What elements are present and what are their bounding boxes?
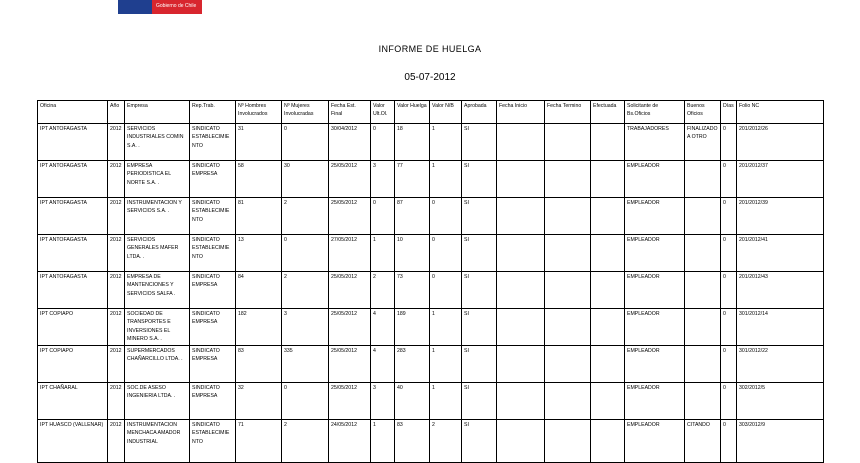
cell-solicitante: TRABAJADORES [625, 124, 685, 161]
cell-solicitante: EMPLEADOR [625, 383, 685, 420]
cell-oficina: IPT ANTOFAGASTA [38, 124, 108, 161]
column-header-n-hombres: Nº Hombres Involucrados [236, 101, 282, 124]
cell-efectuada [591, 161, 625, 198]
cell-efectuada [591, 124, 625, 161]
cell-rep-trab: SINDICATO EMPRESA [190, 383, 236, 420]
column-header-oficina: Oficina [38, 101, 108, 124]
cell-ano: 2012 [108, 383, 125, 420]
report-title: INFORME DE HUELGA [378, 44, 482, 54]
table-header-row [38, 101, 824, 124]
cell-fecha-termino [545, 272, 591, 309]
logo-text: Gobierno de Chile [156, 3, 197, 9]
cell-rep-trab: SINDICATO ESTABLECIMIENTO [190, 235, 236, 272]
cell-fecha-est-final: 25/05/2012 [329, 309, 371, 346]
cell-empresa: SOCIEDAD DE TRANSPORTES E INVERSIONES EL MINERO S.A. . [125, 309, 190, 346]
cell-valor-huelga: 283 [395, 346, 430, 383]
cell-valor-nb: 1 [430, 161, 462, 198]
table-row [38, 383, 824, 420]
cell-dias: 0 [721, 346, 737, 383]
cell-efectuada [591, 383, 625, 420]
cell-ano: 2012 [108, 272, 125, 309]
cell-valor-huelga: 18 [395, 124, 430, 161]
cell-valor-nb: 1 [430, 383, 462, 420]
cell-aprobada: SI [462, 309, 497, 346]
column-header-efectuada: Efectuada [591, 101, 625, 124]
column-header-solicitante: Solicitante de Bs.Oficios [625, 101, 685, 124]
cell-valor-huelga: 40 [395, 383, 430, 420]
cell-n-mujeres: 335 [282, 346, 329, 383]
cell-efectuada [591, 309, 625, 346]
cell-fecha-est-final: 25/05/2012 [329, 198, 371, 235]
cell-dias: 0 [721, 309, 737, 346]
cell-fecha-termino [545, 309, 591, 346]
cell-folio-nc: 301/2012/14 [737, 309, 824, 346]
column-header-buenos-oficios: Buenos Oficios [685, 101, 721, 124]
cell-n-mujeres: 0 [282, 124, 329, 161]
cell-empresa: EMPRESA DE MANTENCIONES Y SERVICIOS SALFA . [125, 272, 190, 309]
cell-dias: 0 [721, 161, 737, 198]
cell-n-hombres: 83 [236, 346, 282, 383]
cell-n-hombres: 84 [236, 272, 282, 309]
cell-valor-ult-ol: 1 [371, 420, 395, 463]
cell-fecha-termino [545, 198, 591, 235]
cell-folio-nc: 201/2012/39 [737, 198, 824, 235]
cell-n-mujeres: 30 [282, 161, 329, 198]
cell-fecha-est-final: 27/05/2012 [329, 235, 371, 272]
cell-valor-nb: 1 [430, 346, 462, 383]
cell-rep-trab: SINDICATO ESTABLECIMIENTO [190, 124, 236, 161]
cell-solicitante: EMPLEADOR [625, 235, 685, 272]
cell-fecha-est-final: 25/05/2012 [329, 161, 371, 198]
cell-n-mujeres: 3 [282, 309, 329, 346]
column-header-fecha-est-final: Fecha Est. Final [329, 101, 371, 124]
cell-buenos-oficios [685, 272, 721, 309]
cell-valor-huelga: 10 [395, 235, 430, 272]
cell-oficina: IPT COPIAPO [38, 346, 108, 383]
cell-dias: 0 [721, 272, 737, 309]
cell-valor-huelga: 83 [395, 420, 430, 463]
column-header-valor-huelga: Valor Huelga [395, 101, 430, 124]
cell-rep-trab: SINDICATO ESTABLECIMIENTO [190, 420, 236, 463]
cell-fecha-inicio [497, 420, 545, 463]
cell-oficina: IPT ANTOFAGASTA [38, 235, 108, 272]
cell-efectuada [591, 235, 625, 272]
column-header-valor-ult-ol: Valor Ult.Ol. [371, 101, 395, 124]
table-row [38, 198, 824, 235]
cell-n-mujeres: 2 [282, 420, 329, 463]
cell-empresa: SERVICIOS INDUSTRIALES COMIN S.A. . [125, 124, 190, 161]
cell-fecha-inicio [497, 198, 545, 235]
cell-ano: 2012 [108, 235, 125, 272]
cell-empresa: SERVICIOS GENERALES MAFER LTDA. . [125, 235, 190, 272]
cell-fecha-termino [545, 161, 591, 198]
cell-n-mujeres: 2 [282, 272, 329, 309]
table-row [38, 272, 824, 309]
cell-n-hombres: 71 [236, 420, 282, 463]
logo-blue-block [118, 0, 152, 14]
column-header-ano: Año [108, 101, 125, 124]
cell-aprobada: SI [462, 346, 497, 383]
table-row [38, 309, 824, 346]
report-date: 05-07-2012 [404, 72, 456, 83]
column-header-n-mujeres: Nº Mujeres Involucradas [282, 101, 329, 124]
cell-fecha-termino [545, 383, 591, 420]
cell-buenos-oficios [685, 309, 721, 346]
column-header-valor-nb: Valor N/B [430, 101, 462, 124]
cell-oficina: IPT HUASCO (VALLENAR) [38, 420, 108, 463]
table-row [38, 124, 824, 161]
cell-rep-trab: SINDICATO ESTABLECIMIENTO [190, 198, 236, 235]
cell-valor-nb: 1 [430, 124, 462, 161]
cell-valor-nb: 2 [430, 420, 462, 463]
cell-buenos-oficios [685, 383, 721, 420]
cell-dias: 0 [721, 198, 737, 235]
cell-oficina: IPT CHAÑARAL [38, 383, 108, 420]
column-header-folio-nc: Folio NC [737, 101, 824, 124]
cell-empresa: SUPERMERCADOS CHAÑARCILLO LTDA. . [125, 346, 190, 383]
cell-n-hombres: 81 [236, 198, 282, 235]
cell-ano: 2012 [108, 198, 125, 235]
cell-aprobada: SI [462, 383, 497, 420]
cell-valor-huelga: 87 [395, 198, 430, 235]
cell-efectuada [591, 272, 625, 309]
cell-buenos-oficios [685, 346, 721, 383]
cell-oficina: IPT ANTOFAGASTA [38, 161, 108, 198]
cell-efectuada [591, 420, 625, 463]
cell-fecha-inicio [497, 124, 545, 161]
cell-oficina: IPT ANTOFAGASTA [38, 198, 108, 235]
cell-empresa: INSTRUMENTACION MENCHACA AMADOR INDUSTRIAL [125, 420, 190, 463]
cell-oficina: IPT ANTOFAGASTA [38, 272, 108, 309]
cell-efectuada [591, 346, 625, 383]
cell-rep-trab: SINDICATO EMPRESA [190, 309, 236, 346]
cell-buenos-oficios [685, 198, 721, 235]
cell-folio-nc: 201/2012/43 [737, 272, 824, 309]
cell-valor-ult-ol: 3 [371, 161, 395, 198]
cell-ano: 2012 [108, 124, 125, 161]
column-header-aprobada: Aprobada [462, 101, 497, 124]
table-row [38, 161, 824, 198]
column-header-fecha-termino: Fecha Termino [545, 101, 591, 124]
cell-folio-nc: 301/2012/22 [737, 346, 824, 383]
cell-n-hombres: 31 [236, 124, 282, 161]
cell-n-hombres: 58 [236, 161, 282, 198]
column-header-rep-trab: Rep.Trab. [190, 101, 236, 124]
column-header-empresa: Empresa [125, 101, 190, 124]
cell-oficina: IPT COPIAPO [38, 309, 108, 346]
cell-fecha-est-final: 30/04/2012 [329, 124, 371, 161]
cell-solicitante: EMPLEADOR [625, 272, 685, 309]
cell-empresa: SOC.DE ASESO INGENIERIA LTDA. . [125, 383, 190, 420]
cell-folio-nc: 201/2012/41 [737, 235, 824, 272]
cell-aprobada: SI [462, 124, 497, 161]
column-header-dias: Días [721, 101, 737, 124]
cell-solicitante: EMPLEADOR [625, 161, 685, 198]
cell-valor-ult-ol: 2 [371, 272, 395, 309]
cell-solicitante: EMPLEADOR [625, 309, 685, 346]
cell-dias: 0 [721, 420, 737, 463]
cell-folio-nc: 302/2012/5 [737, 383, 824, 420]
cell-n-mujeres: 2 [282, 198, 329, 235]
cell-solicitante: EMPLEADOR [625, 198, 685, 235]
cell-folio-nc: 201/2012/26 [737, 124, 824, 161]
cell-valor-ult-ol: 0 [371, 198, 395, 235]
table-body [38, 124, 824, 463]
cell-solicitante: EMPLEADOR [625, 346, 685, 383]
table-row [38, 235, 824, 272]
cell-n-hombres: 13 [236, 235, 282, 272]
cell-valor-huelga: 189 [395, 309, 430, 346]
cell-n-hombres: 182 [236, 309, 282, 346]
cell-fecha-inicio [497, 161, 545, 198]
cell-valor-nb: 0 [430, 198, 462, 235]
cell-ano: 2012 [108, 161, 125, 198]
cell-fecha-inicio [497, 346, 545, 383]
cell-fecha-inicio [497, 309, 545, 346]
strike-report-table [37, 100, 824, 463]
cell-valor-nb: 0 [430, 235, 462, 272]
cell-valor-ult-ol: 3 [371, 383, 395, 420]
cell-empresa: INSTRUMENTACION Y SERVICIOS S.A. . [125, 198, 190, 235]
cell-fecha-est-final: 25/05/2012 [329, 383, 371, 420]
cell-fecha-est-final: 25/05/2012 [329, 346, 371, 383]
cell-folio-nc: 201/2012/37 [737, 161, 824, 198]
gobierno-logo [118, 0, 202, 14]
cell-fecha-est-final: 24/05/2012 [329, 420, 371, 463]
cell-valor-huelga: 77 [395, 161, 430, 198]
cell-buenos-oficios: CITANDO [685, 420, 721, 463]
column-header-fecha-inicio: Fecha Inicio [497, 101, 545, 124]
cell-dias: 0 [721, 124, 737, 161]
cell-fecha-termino [545, 235, 591, 272]
cell-fecha-inicio [497, 235, 545, 272]
cell-fecha-termino [545, 346, 591, 383]
cell-buenos-oficios [685, 235, 721, 272]
cell-aprobada: SI [462, 420, 497, 463]
cell-aprobada: SI [462, 235, 497, 272]
cell-empresa: EMPRESA PERIODISTICA EL NORTE S.A. . [125, 161, 190, 198]
cell-aprobada: SI [462, 161, 497, 198]
cell-fecha-est-final: 25/05/2012 [329, 272, 371, 309]
table-row [38, 420, 824, 463]
cell-efectuada [591, 198, 625, 235]
cell-valor-ult-ol: 4 [371, 309, 395, 346]
cell-valor-ult-ol: 4 [371, 346, 395, 383]
cell-fecha-inicio [497, 272, 545, 309]
cell-fecha-termino [545, 124, 591, 161]
cell-dias: 0 [721, 235, 737, 272]
cell-valor-ult-ol: 1 [371, 235, 395, 272]
cell-fecha-inicio [497, 383, 545, 420]
cell-ano: 2012 [108, 309, 125, 346]
cell-n-mujeres: 0 [282, 235, 329, 272]
cell-n-mujeres: 0 [282, 383, 329, 420]
cell-valor-ult-ol: 0 [371, 124, 395, 161]
cell-ano: 2012 [108, 420, 125, 463]
cell-rep-trab: SINDICATO EMPRESA [190, 161, 236, 198]
cell-folio-nc: 303/2012/9 [737, 420, 824, 463]
cell-dias: 0 [721, 383, 737, 420]
cell-solicitante: EMPLEADOR [625, 420, 685, 463]
cell-valor-nb: 1 [430, 309, 462, 346]
table-row [38, 346, 824, 383]
cell-rep-trab: SINDICATO EMPRESA [190, 272, 236, 309]
cell-rep-trab: SINDICATO EMPRESA [190, 346, 236, 383]
cell-aprobada: SI [462, 272, 497, 309]
cell-n-hombres: 32 [236, 383, 282, 420]
cell-buenos-oficios [685, 161, 721, 198]
cell-fecha-termino [545, 420, 591, 463]
cell-valor-huelga: 73 [395, 272, 430, 309]
cell-buenos-oficios: FINALIZADO A OTRO [685, 124, 721, 161]
cell-ano: 2012 [108, 346, 125, 383]
cell-valor-nb: 0 [430, 272, 462, 309]
cell-aprobada: SI [462, 198, 497, 235]
